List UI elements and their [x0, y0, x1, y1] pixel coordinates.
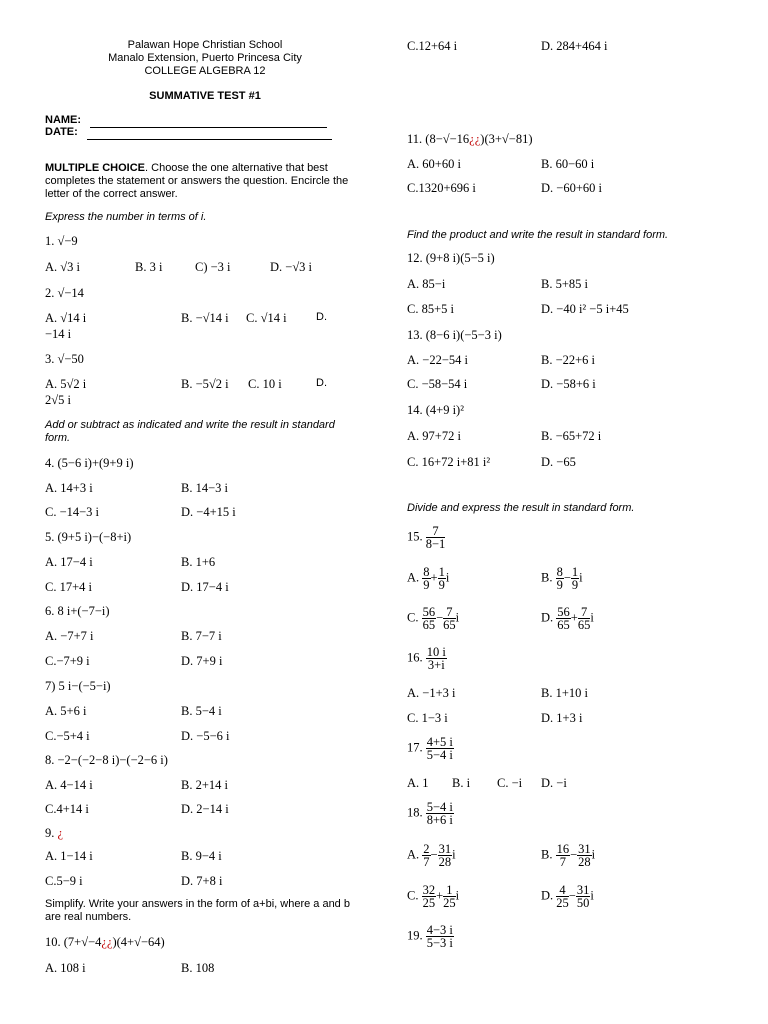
q10-choice-b[interactable]: B. 108 [181, 961, 215, 975]
q17-choice-d[interactable]: D. −i [541, 776, 567, 790]
q10-stem: 10. (7+√−4¿¿)(4+√−64) [45, 935, 165, 949]
q13-choice-c[interactable]: C. −58−54 i [407, 377, 468, 391]
date-label: DATE: [45, 126, 78, 138]
q3-choice-c[interactable]: C. 10 i [248, 377, 282, 391]
q2-choice-b[interactable]: B. −√14 i [181, 311, 229, 325]
q1-stem: 1. √−9 [45, 234, 78, 248]
q8-choice-c[interactable]: C.4+14 i [45, 802, 89, 816]
q7-choice-a[interactable]: A. 5+6 i [45, 704, 87, 718]
q8-choice-b[interactable]: B. 2+14 i [181, 778, 228, 792]
q10-choice-a[interactable]: A. 108 i [45, 961, 86, 975]
q6-stem: 6. 8 i+(−7−i) [45, 604, 110, 618]
school-address: Manalo Extension, Puerto Princesa City [108, 52, 302, 64]
q14-choice-a[interactable]: A. 97+72 i [407, 429, 461, 443]
q15-stem: 15. $\frac{7}{8-1}$ [407, 524, 446, 551]
q5-choice-a[interactable]: A. 17−4 i [45, 555, 93, 569]
q2-choice-d-value: −14 i [45, 327, 72, 341]
q10-choice-d[interactable]: D. 284+464 i [541, 39, 608, 53]
q1-choice-b[interactable]: B. 3 i [135, 260, 163, 274]
q6-choice-b[interactable]: B. 7−7 i [181, 629, 222, 643]
name-line[interactable] [90, 126, 327, 128]
q11-stem: 11. (8−√−16¿¿)(3+√−81) [407, 132, 533, 146]
q5-stem: 5. (9+5 i)−(−8+i) [45, 530, 132, 544]
q7-choice-b[interactable]: B. 5−4 i [181, 704, 222, 718]
name-label: NAME: [45, 114, 82, 126]
q15-choice-c[interactable]: C. $\frac{56}{65}$ − $\frac{7}{65}$ i [407, 605, 460, 632]
q16-choice-c[interactable]: C. 1−3 i [407, 711, 448, 725]
q13-choice-a[interactable]: A. −22−54 i [407, 353, 468, 367]
q13-stem: 13. (8−6 i)(−5−3 i) [407, 328, 502, 342]
q18-choice-a[interactable]: A. $\frac{2}{7}$ − $\frac{31}{28}$ i [407, 842, 456, 869]
mc-instructions: MULTIPLE CHOICE. Choose the one alternative that best completes the statement or answers the question. Encircle the letter of the correct answer. [45, 162, 349, 200]
test-title: SUMMATIVE TEST #1 [149, 90, 261, 102]
q7-choice-c[interactable]: C.−5+4 i [45, 729, 90, 743]
q16-choice-a[interactable]: A. −1+3 i [407, 686, 456, 700]
q16-choice-d[interactable]: D. 1+3 i [541, 711, 583, 725]
q7-stem: 7) 5 i−(−5−i) [45, 679, 111, 693]
q12-choice-a[interactable]: A. 85−i [407, 277, 446, 291]
q14-choice-d[interactable]: D. −65 [541, 455, 576, 469]
q15-choice-d[interactable]: D. $\frac{56}{65}$ + $\frac{7}{65}$ i [541, 605, 594, 632]
q6-choice-c[interactable]: C.−7+9 i [45, 654, 90, 668]
q3-choice-a[interactable]: A. 5√2 i [45, 377, 87, 391]
q10-choice-c[interactable]: C.12+64 i [407, 39, 458, 53]
q1-choice-d[interactable]: D. −√3 i [270, 260, 313, 274]
q16-choice-b[interactable]: B. 1+10 i [541, 686, 588, 700]
q2-choice-c[interactable]: C. √14 i [246, 311, 287, 325]
q11-choice-d[interactable]: D. −60+60 i [541, 181, 602, 195]
instr-find-product: Find the product and write the result in standard form. [407, 229, 669, 241]
q4-choice-d[interactable]: D. −4+15 i [181, 505, 236, 519]
q12-stem: 12. (9+8 i)(5−5 i) [407, 251, 495, 265]
q11-choice-a[interactable]: A. 60+60 i [407, 157, 461, 171]
q9-choice-a[interactable]: A. 1−14 i [45, 849, 93, 863]
q5-choice-b[interactable]: B. 1+6 [181, 555, 216, 569]
q4-choice-b[interactable]: B. 14−3 i [181, 481, 228, 495]
q6-choice-d[interactable]: D. 7+9 i [181, 654, 223, 668]
q18-choice-b[interactable]: B. $\frac{16}{7}$ − $\frac{31}{28}$ i [541, 842, 596, 869]
q12-choice-c[interactable]: C. 85+5 i [407, 302, 454, 316]
q12-choice-d[interactable]: D. −40 i² −5 i+45 [541, 302, 629, 316]
q2-stem: 2. √−14 [45, 286, 84, 300]
instr-simplify: Simplify. Write your answers in the form of a+bi, where a and b are real numbers. [45, 898, 350, 923]
q5-choice-d[interactable]: D. 17−4 i [181, 580, 229, 594]
q11-choice-b[interactable]: B. 60−60 i [541, 157, 595, 171]
q9-choice-b[interactable]: B. 9−4 i [181, 849, 222, 863]
q11-choice-c[interactable]: C.1320+696 i [407, 181, 476, 195]
school-name: Palawan Hope Christian School [127, 39, 283, 51]
q17-choice-b[interactable]: B. i [452, 776, 471, 790]
q13-choice-b[interactable]: B. −22+6 i [541, 353, 596, 367]
q3-choice-b[interactable]: B. −5√2 i [181, 377, 229, 391]
q17-choice-c[interactable]: C. −i [497, 776, 523, 790]
q15-choice-a[interactable]: A. $\frac{8}{9}$ + $\frac{1}{9}$ i [407, 565, 450, 592]
q14-choice-c[interactable]: C. 16+72 i+81 i² [407, 455, 491, 469]
q13-choice-d[interactable]: D. −58+6 i [541, 377, 596, 391]
q4-choice-c[interactable]: C. −14−3 i [45, 505, 100, 519]
q16-stem: 16. $\frac{10 i}{3+i}$ [407, 645, 446, 672]
instr-express-i: Express the number in terms of i. [45, 211, 207, 223]
q3-choice-d-value: 2√5 i [45, 393, 71, 407]
date-line[interactable] [87, 138, 332, 140]
q1-choice-a[interactable]: A. √3 i [45, 260, 80, 274]
q4-stem: 4. (5−6 i)+(9+9 i) [45, 456, 134, 470]
q8-stem: 8. −2−(−2−8 i)−(−2−6 i) [45, 753, 168, 767]
q8-choice-d[interactable]: D. 2−14 i [181, 802, 229, 816]
q6-choice-a[interactable]: A. −7+7 i [45, 629, 94, 643]
q7-choice-d[interactable]: D. −5−6 i [181, 729, 230, 743]
q2-choice-d[interactable]: D. [316, 311, 327, 323]
q17-choice-a[interactable]: A. 1 [407, 776, 429, 790]
q5-choice-c[interactable]: C. 17+4 i [45, 580, 92, 594]
q8-choice-a[interactable]: A. 4−14 i [45, 778, 93, 792]
q14-stem: 14. (4+9 i)² [407, 403, 464, 417]
q9-choice-c[interactable]: C.5−9 i [45, 874, 83, 888]
q17-stem: 17. $\frac{4+5 i}{5-4 i}$ [407, 735, 453, 762]
q3-stem: 3. √−50 [45, 352, 84, 366]
q12-choice-b[interactable]: B. 5+85 i [541, 277, 588, 291]
q18-choice-c[interactable]: C. $\frac{32}{25}$ + $\frac{1}{25}$ i [407, 883, 460, 910]
instr-add-subtract: Add or subtract as indicated and write the result in standard form. [45, 419, 335, 444]
q3-choice-d[interactable]: D. [316, 377, 327, 389]
course-title: COLLEGE ALGEBRA 12 [144, 65, 266, 77]
q15-choice-b[interactable]: B. $\frac{8}{9}$ − $\frac{1}{9}$ i [541, 565, 583, 592]
q19-stem: 19. $\frac{4-3 i}{5-3 i}$ [407, 923, 453, 950]
q1-choice-c[interactable]: C) −3 i [195, 260, 231, 274]
instr-divide: Divide and express the result in standard form. [407, 502, 635, 514]
q18-choice-d[interactable]: D. $\frac{4}{25}$ − $\frac{31}{50}$ i [541, 883, 594, 910]
q14-choice-b[interactable]: B. −65+72 i [541, 429, 602, 443]
q2-choice-a[interactable]: A. √14 i [45, 311, 87, 325]
q18-stem: 18. $\frac{5-4 i}{8+6 i}$ [407, 800, 453, 827]
q9-choice-d[interactable]: D. 7+8 i [181, 874, 223, 888]
q9-stem: 9. ¿ [45, 826, 64, 840]
q4-choice-a[interactable]: A. 14+3 i [45, 481, 93, 495]
